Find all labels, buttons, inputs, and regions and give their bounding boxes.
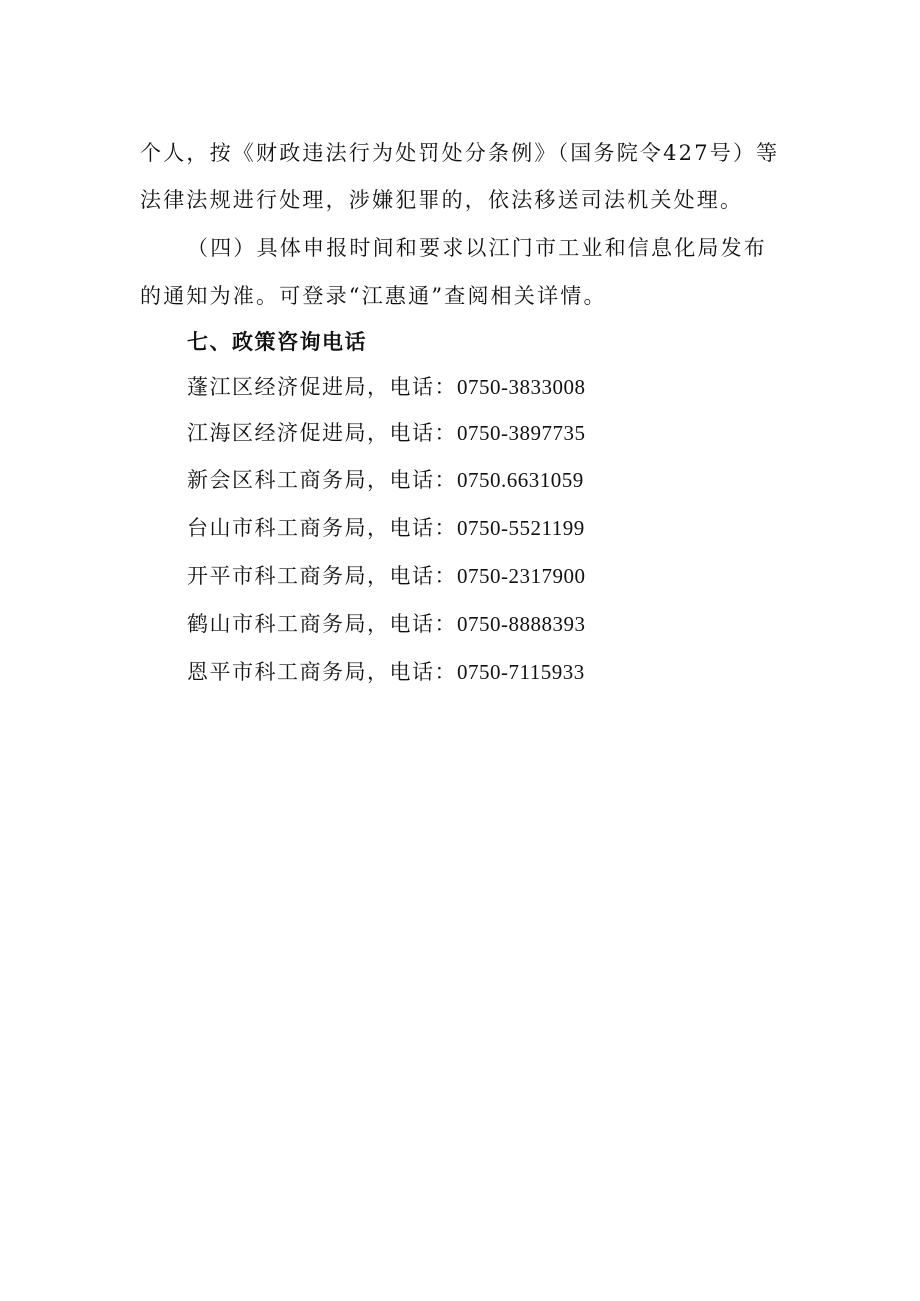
- paragraph-line: 的通知为准。可登录“江惠通”查阅相关详情。: [140, 284, 607, 308]
- contact-line: [187, 513, 585, 543]
- contact-office: 鹤山市科工商务局，电话：: [187, 612, 457, 636]
- contact-line: [187, 609, 586, 639]
- phone-number: 0750-3897735: [457, 421, 586, 445]
- contact-line: [187, 561, 586, 591]
- contact-line: [187, 372, 586, 402]
- paragraph-line: 个人，按《财政违法行为处罚处分条例》（国务院令427号）等: [140, 141, 780, 165]
- phone-number: 0750-7115933: [457, 660, 585, 684]
- contact-office: 台山市科工商务局，电话：: [187, 516, 457, 540]
- phone-number: 0750-8888393: [457, 612, 586, 636]
- contact-office: 恩平市科工商务局，电话：: [187, 660, 457, 684]
- phone-number: 0750-5521199: [457, 516, 585, 540]
- contact-office: 新会区科工商务局，电话：: [187, 468, 457, 492]
- contact-line: [187, 465, 584, 495]
- contact-office: 蓬江区经济促进局，电话：: [187, 375, 457, 399]
- contact-line: [187, 418, 586, 448]
- phone-number: 0750.6631059: [457, 468, 584, 492]
- paragraph-line: （四）具体申报时间和要求以江门市工业和信息化局发布: [187, 236, 767, 260]
- phone-number: 0750-3833008: [457, 375, 586, 399]
- contact-office: 开平市科工商务局，电话：: [187, 564, 457, 588]
- contact-line: [187, 657, 585, 687]
- paragraph-line: 法律法规进行处理，涉嫌犯罪的，依法移送司法机关处理。: [140, 188, 744, 212]
- phone-number: 0750-2317900: [457, 564, 586, 588]
- section-heading: 七、政策咨询电话: [187, 330, 367, 354]
- contact-office: 江海区经济促进局，电话：: [187, 421, 457, 445]
